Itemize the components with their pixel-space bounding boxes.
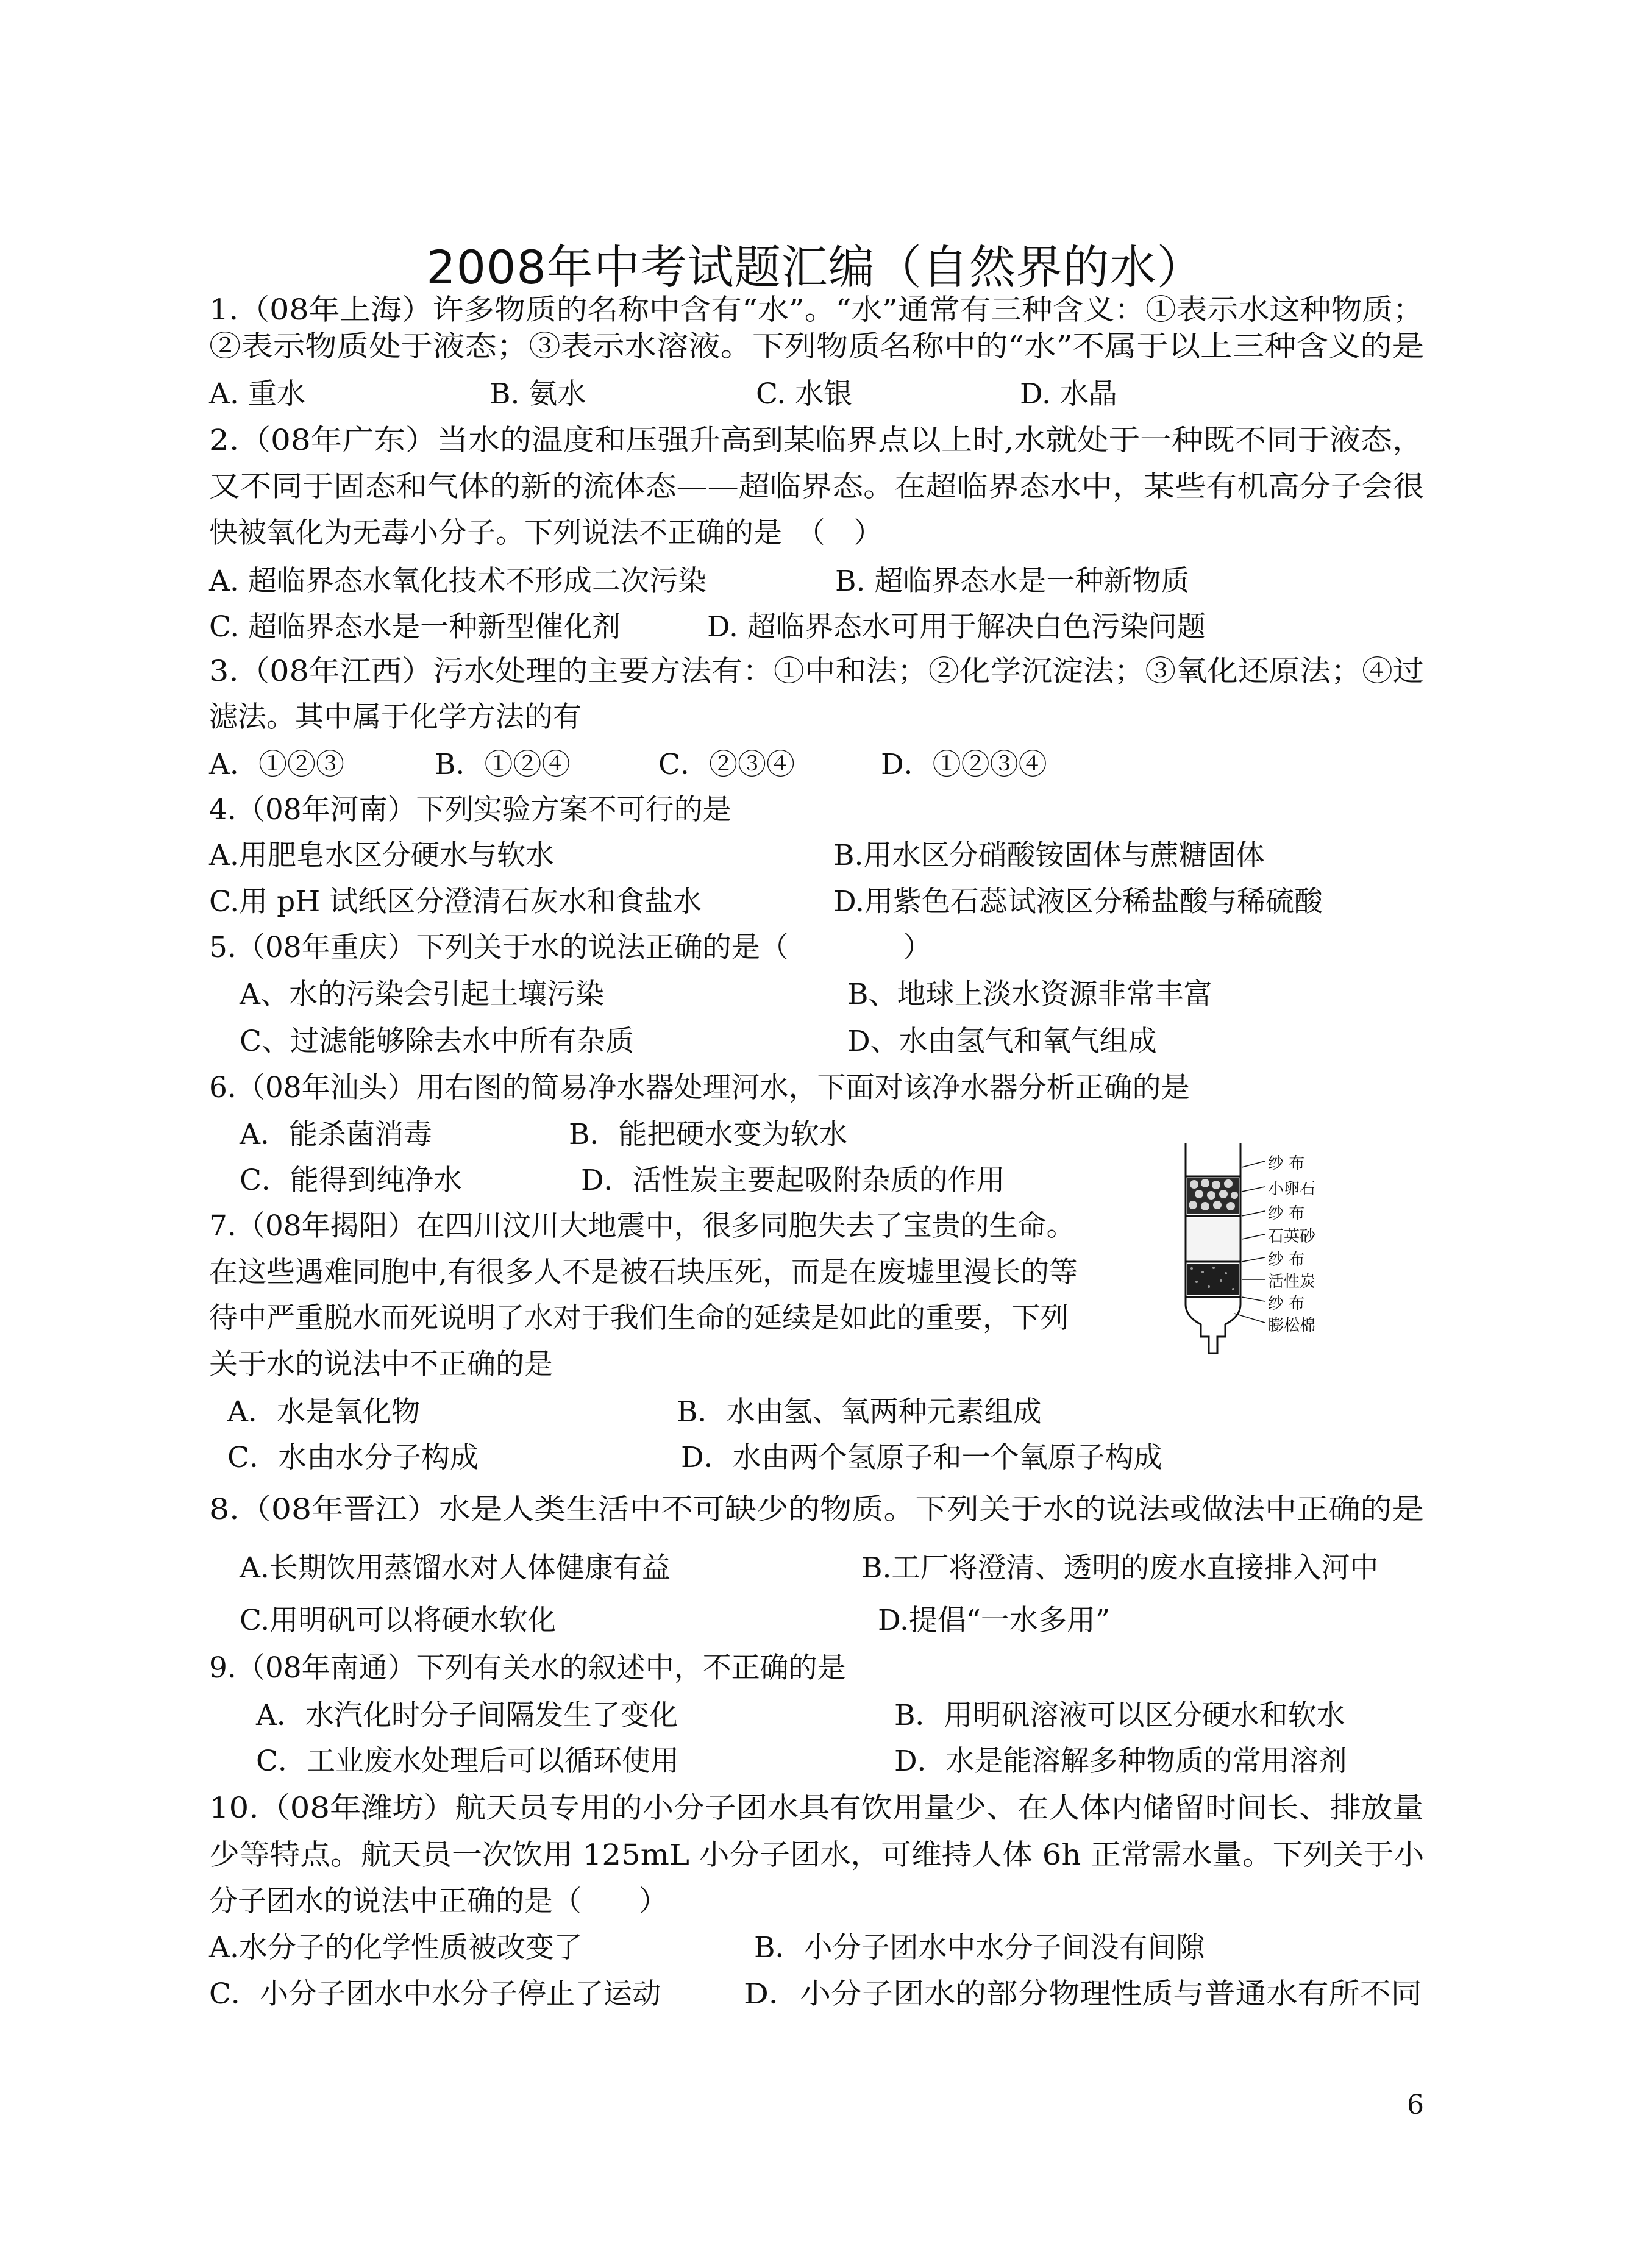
text-line: B、地球上淡水资源非常丰富: [847, 978, 1212, 1011]
text-line: 3.（08年江西）污水处理的主要方法有：①中和法；②化学沉淀法；③氧化还原法；④过: [209, 655, 1424, 688]
text-line: C. 超临界态水是一种新型催化剂: [209, 610, 621, 644]
text-line: A．能杀菌消毒: [240, 1118, 432, 1151]
text-line: C、过滤能够除去水中所有杂质: [240, 1025, 634, 1058]
text-line: C．能得到纯净水: [240, 1164, 462, 1197]
text-line: 快被氧化为无毒小分子。下列说法不正确的是 （ ）: [209, 516, 883, 550]
filter-label: 纱 布: [1268, 1295, 1305, 1313]
text-line: 少等特点。航天员一次饮用 125mL 小分子团水，可维持人体 6h 正常需水量。下列关于小: [209, 1838, 1425, 1872]
page-title: 2008年中考试题汇编（自然界的水）: [426, 240, 1204, 294]
text-line: A. 重水: [209, 377, 305, 411]
text-line: C．工业废水处理后可以循环使用: [256, 1744, 679, 1778]
text-line: 分子团水的说法中正确的是（ ）: [209, 1885, 667, 1918]
text-line: 待中严重脱水而死说明了水对于我们生命的延续是如此的重要，下列: [209, 1301, 1069, 1335]
filter-label: 纱 布: [1268, 1154, 1305, 1173]
text-line: D. 超临界态水可用于解决白色污染问题: [707, 610, 1206, 644]
text-line: 又不同于固态和气体的新的流体态——超临界态。在超临界态水中，某些有机高分子会很: [209, 470, 1425, 503]
text-line: D、水由氢气和氧气组成: [847, 1025, 1157, 1058]
text-line: B．水由氢、氧两种元素组成: [677, 1395, 1042, 1429]
filter-label: 小卵石: [1268, 1180, 1316, 1198]
text-line: C．小分子团水中水分子停止了运动: [209, 1977, 661, 2011]
text-line: ②表示物质处于液态；③表示水溶液。下列物质名称中的“水”不属于以上三种含义的是: [209, 330, 1425, 363]
text-line: 1.（08年上海）许多物质的名称中含有“水”。“水”通常有三种含义：①表示水这种物质；: [209, 293, 1424, 327]
filter-label: 石英砂: [1268, 1228, 1316, 1246]
text-line: C. 水银: [756, 377, 853, 411]
text-line: A.水分子的化学性质被改变了: [209, 1931, 583, 1964]
text-line: C．水由水分子构成: [227, 1441, 479, 1474]
text-line: 5.（08年重庆）下列关于水的说法正确的是（ ）: [209, 931, 932, 964]
text-line: B. 氨水: [489, 377, 586, 411]
text-line: B.工厂将澄清、透明的废水直接排入河中: [861, 1551, 1379, 1585]
text-line: B. 超临界态水是一种新物质: [835, 564, 1190, 598]
text-line: 10.（08年潍坊）航天员专用的小分子团水具有饮用量少、在人体内储留时间长、排放量: [209, 1791, 1424, 1825]
text-line: D．①②③④: [881, 748, 1047, 781]
text-line: B．小分子团水中水分子间没有间隙: [754, 1931, 1205, 1964]
page-number: 6: [1407, 2089, 1424, 2120]
filter-label: 活性炭: [1268, 1273, 1316, 1291]
text-line: 关于水的说法中不正确的是: [209, 1348, 553, 1381]
text-line: 滤法。其中属于化学方法的有: [209, 700, 582, 734]
text-line: C.用 pH 试纸区分澄清石灰水和食盐水: [209, 885, 702, 919]
text-line: 7.（08年揭阳）在四川汶川大地震中，很多同胞失去了宝贵的生命。: [209, 1209, 1075, 1243]
text-line: A.长期饮用蒸馏水对人体健康有益: [240, 1551, 671, 1585]
text-line: 8.（08年晋江）水是人类生活中不可缺少的物质。下列关于水的说法或做法中正确的是: [209, 1493, 1424, 1526]
filter-label: 纱 布: [1268, 1204, 1305, 1223]
text-line: A.用肥皂水区分硬水与软水: [209, 839, 554, 872]
text-line: C.用明矾可以将硬水软化: [240, 1604, 557, 1637]
text-line: 9.（08年南通）下列有关水的叙述中，不正确的是: [209, 1651, 846, 1685]
water-filter-figure: [1173, 1143, 1356, 1374]
text-line: A．水是氧化物: [227, 1395, 420, 1429]
text-line: D．活性炭主要起吸附杂质的作用: [581, 1164, 1005, 1197]
text-line: A、水的污染会引起土壤污染: [240, 978, 604, 1011]
text-line: B．用明矾溶液可以区分硬水和软水: [894, 1699, 1345, 1732]
text-line: 6.（08年汕头）用右图的简易净水器处理河水，下面对该净水器分析正确的是: [209, 1071, 1190, 1104]
text-line: 4.（08年河南）下列实验方案不可行的是: [209, 793, 731, 827]
text-line: B．能把硬水变为软水: [569, 1118, 848, 1151]
text-line: 在这些遇难同胞中,有很多人不是被石块压死，而是在废墟里漫长的等: [209, 1256, 1078, 1289]
text-line: D.用紫色石蕊试液区分稀盐酸与稀硫酸: [833, 885, 1323, 919]
text-line: B.用水区分硝酸铵固体与蔗糖固体: [833, 839, 1265, 872]
text-line: B．①②④: [435, 748, 571, 781]
text-line: D. 水晶: [1020, 377, 1117, 411]
filter-label: 膨松棉: [1268, 1317, 1316, 1335]
text-line: D．小分子团水的部分物理性质与普通水有所不同: [744, 1977, 1422, 2011]
text-line: D．水是能溶解多种物质的常用溶剂: [894, 1744, 1347, 1778]
text-line: A．水汽化时分子间隔发生了变化: [256, 1699, 678, 1732]
text-line: D.提倡“一水多用”: [878, 1604, 1111, 1637]
text-line: C．②③④: [658, 748, 795, 781]
text-line: D．水由两个氢原子和一个氧原子构成: [681, 1441, 1162, 1474]
text-line: A. 超临界态水氧化技术不形成二次污染: [209, 564, 706, 598]
text-line: A．①②③: [209, 748, 344, 781]
text-line: 2.（08年广东）当水的温度和压强升高到某临界点以上时,水就处于一种既不同于液态，: [209, 424, 1424, 457]
filter-label: 纱 布: [1268, 1251, 1305, 1269]
